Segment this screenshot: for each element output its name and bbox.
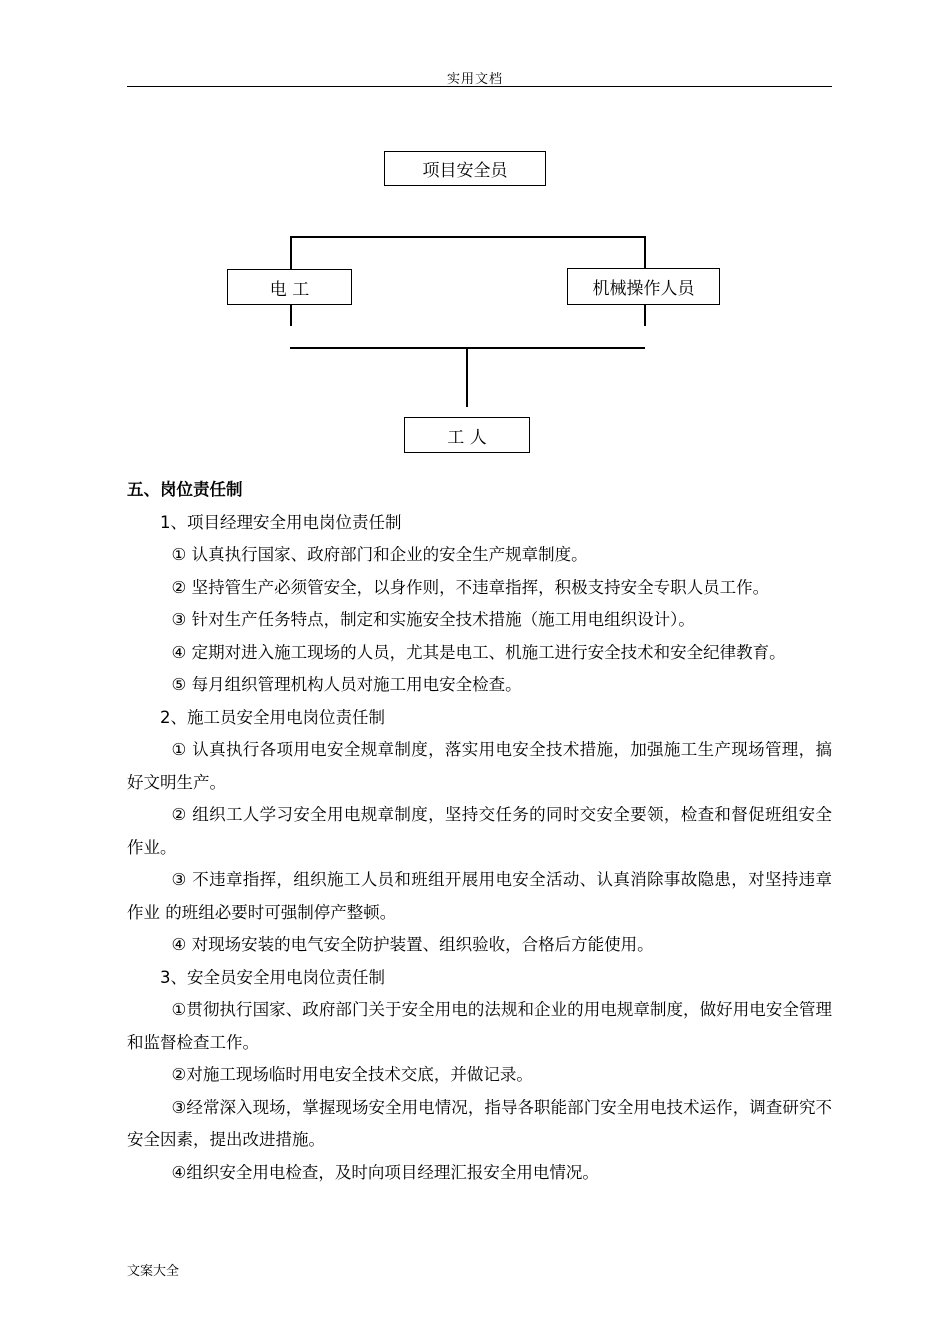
list-item: ④ 对现场安装的电气安全防护装置、组织验收，合格后方能使用。 [171, 935, 654, 954]
org-connector-right-up [644, 236, 646, 269]
org-node-left: 电 工 [227, 269, 352, 305]
list-item: ① 认真执行国家、政府部门和企业的安全生产规章制度。 [171, 545, 588, 564]
org-connector-center [466, 347, 468, 407]
responsibility-section [127, 474, 832, 1189]
org-node-bottom: 工 人 [404, 417, 530, 453]
subsection-heading: 3、安全员安全用电岗位责任制 [160, 967, 385, 987]
section-title: 五、岗位责任制 [127, 480, 243, 499]
org-node-right: 机械操作人员 [567, 268, 720, 305]
list-item: ③ 不违章指挥，组织施工人员和班组开展用电安全活动、认真消除事故隐患，对坚持违章作业 的班组必要时可强制停产整顿。 [127, 870, 832, 922]
paragraph-list [127, 507, 832, 1190]
org-node-top: 项目安全员 [384, 151, 546, 186]
page-footer: 文案大全 [127, 1264, 180, 1279]
list-item: ②对施工现场临时用电安全技术交底，并做记录。 [171, 1065, 533, 1084]
subsection-heading: 1、项目经理安全用电岗位责任制 [160, 512, 402, 532]
header-rule [127, 86, 832, 87]
org-connector-top [290, 236, 645, 238]
list-item: ④组织安全用电检查，及时向项目经理汇报安全用电情况。 [171, 1162, 599, 1182]
list-item: ① 认真执行各项用电安全规章制度，落实用电安全技术措施，加强施工生产现场管理，搞好文明生产。 [127, 740, 832, 792]
list-item: ② 坚持管生产必须管安全，以身作则，不违章指挥，积极支持安全专职人员工作。 [171, 577, 770, 597]
org-connector-left-up [290, 236, 292, 270]
list-item: ③ 针对生产任务特点，制定和实施安全技术措施（施工用电组织设计）。 [171, 610, 695, 629]
org-connector-left-down [290, 305, 292, 326]
page-header: 实用文档 [446, 72, 503, 87]
list-item: ④ 定期对进入施工现场的人员，尤其是电工、机施工进行安全技术和安全纪律教育。 [171, 642, 786, 662]
org-connector-bottom [290, 347, 645, 349]
list-item: ①贯彻执行国家、政府部门关于安全用电的法规和企业的用电规章制度，做好用电安全管理和监督检查工作。 [127, 1000, 832, 1052]
subsection-heading: 2、施工员安全用电岗位责任制 [160, 707, 385, 727]
list-item: ② 组织工人学习安全用电规章制度，坚持交任务的同时交安全要领，检查和督促班组安全作业。 [127, 805, 832, 857]
list-item: ③经常深入现场，掌握现场安全用电情况，指导各职能部门安全用电技术运作，调查研究不安全因素，提出改进措施。 [127, 1097, 832, 1149]
org-connector-right-down [644, 305, 646, 326]
list-item: ⑤ 每月组织管理机构人员对施工用电安全检查。 [171, 675, 522, 694]
